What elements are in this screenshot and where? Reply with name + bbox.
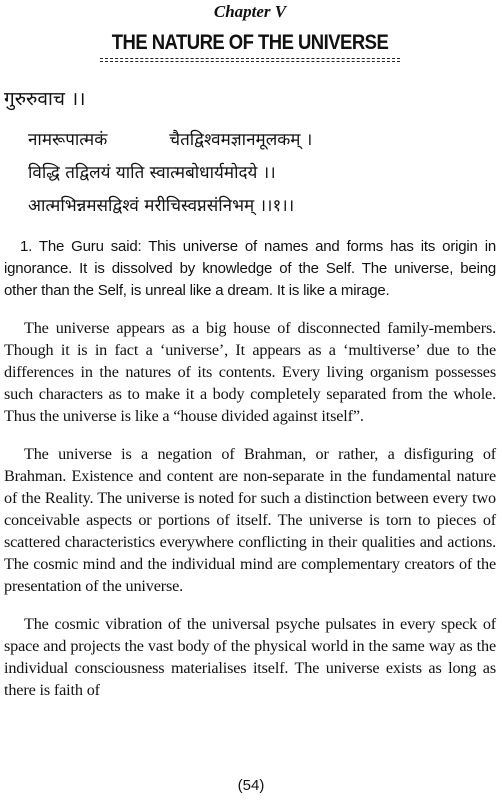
verse-translation: 1. The Guru said: This universe of names and forms has its origin in ignorance. It is dissolved by knowledge of the Self. The universe, being other than the Self, is unreal like a dream. It is like a mirage. (4, 238, 496, 299)
sanskrit-verse (28, 124, 496, 223)
paragraph-1: The universe appears as a big house of disconnected family-members. Though it is in fact a ‘universe’, It appears as a ‘multiverse’ due to the differences in the natures of its contents. Every living organism possesses such characters as to make it a body completely separated from the whole. Thus the universe is like a “house divided against itself”. (4, 319, 496, 425)
verse-line-3 (28, 190, 496, 223)
verse-line-1-right: चैतद्विश्वमज्ञानमूलकम् । (169, 130, 313, 150)
verse-line-2 (28, 157, 496, 190)
page-number: (54) (237, 777, 265, 794)
title-underline (100, 58, 400, 62)
chapter-title: THE NATURE OF THE UNIVERSE (111, 31, 389, 54)
verse-line-2-text: विद्धि तद्विलयं याति स्वात्मबोधार्यमोदये ।। (28, 163, 276, 183)
verse-line-3-text: आत्मभिन्नमसद्विश्वं मरीचिस्वप्नसंनिभम् ।।१।। (28, 196, 295, 216)
chapter-label: Chapter V (213, 2, 287, 21)
sanskrit-heading: गुरुरुवाच ।। (4, 88, 86, 110)
book-page (0, 1, 502, 800)
verse-line-1-left: नामरूपात्मकं (28, 130, 108, 150)
paragraph-3: The cosmic vibration of the universal psyche pulsates in every speck of space and projects the vast body of the physical world in the same way as the individual consciousness materialises itself. The universe exists as long as there is faith of (4, 615, 496, 700)
verse-line-1 (28, 124, 496, 157)
paragraph-2: The universe is a negation of Brahman, or rather, a disfiguring of Brahman. Existence and content are non-separate in the fundamental nature of the Reality. The universe is noted for such a distinction between every two conceivable aspects or portions of itself. The universe is torn to pieces of scattered characteristics everywhere conflicting in their qualities and actions. The cosmic mind and the individual mind are complementary creators of the presentation of the universe. (4, 445, 496, 596)
